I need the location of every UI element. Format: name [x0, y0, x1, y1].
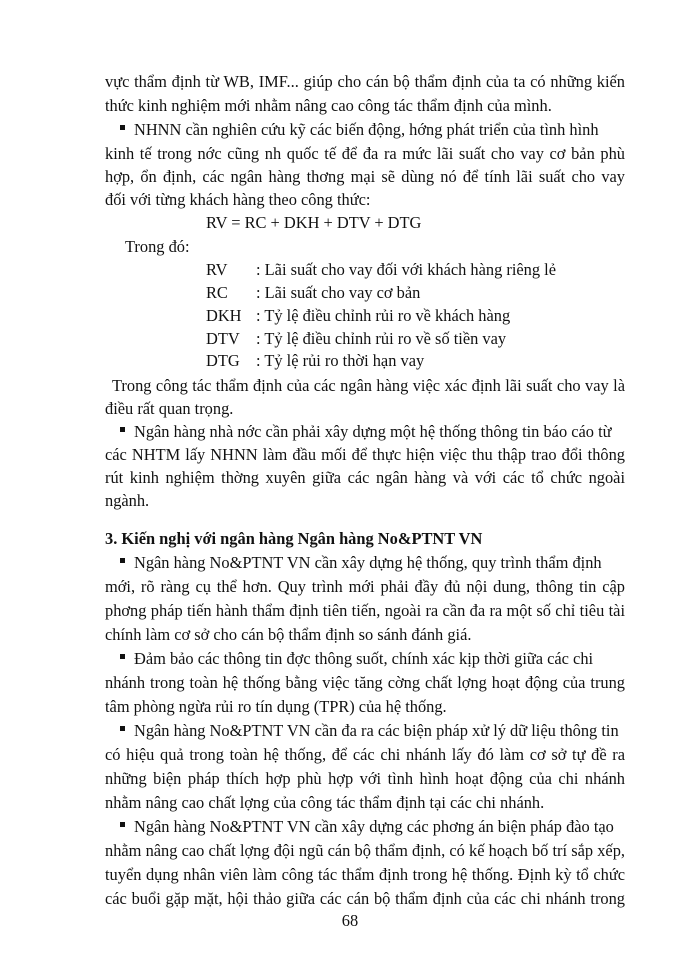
paragraph-first-line: Ngân hàng No&PTNT VN cần xây dựng các phơng án biện pháp đào tạo [120, 816, 625, 838]
paragraph-line: các buổi gặp mặt, hội thảo giữa các cán bộ thẩm định của các chi nhánh trong [105, 889, 625, 908]
definition-item [206, 328, 506, 350]
paragraph-line: kinh tế trong nớc cũng nh quốc tế để đa ra mức lãi suất cho vay cơ bản phù [105, 144, 625, 163]
definition-abbr: DKH [206, 306, 242, 325]
paragraph-line: những biện pháp thích hợp phù hợp với tình hình hoạt động của chi nhánh [105, 769, 625, 788]
paragraph-line: Trong công tác thẩm định của các ngân hàng việc xác định lãi suất cho vay là [112, 376, 625, 395]
where-label: Trong đó: [125, 237, 190, 256]
definition-text: Tỷ lệ điều chỉnh rủi ro về khách hàng [264, 306, 511, 325]
paragraph-line: mới, rõ ràng cụ thể hơn. Quy trình mới phải đầy đủ nội dung, thông tin cập [105, 577, 625, 596]
paragraph-line: đối với từng khách hàng theo công thức: [105, 190, 371, 209]
definition-sep: : [256, 283, 261, 302]
paragraph-first-line: Đảm bảo các thông tin đợc thông suốt, chính xác kịp thời giữa các chi [120, 648, 625, 670]
intro-line: vực thẩm định từ WB, IMF... giúp cho cán bộ thẩm định của ta có những kiến [105, 72, 625, 91]
bullet-icon [120, 654, 125, 659]
definition-text: Lãi suất cho vay cơ bản [264, 283, 421, 302]
definition-text: Tỷ lệ rủi ro thời hạn vay [264, 351, 425, 370]
paragraph-line: rút kinh nghiệm thờng xuyên giữa các ngân hàng và với các tổ chức ngoài [105, 468, 625, 487]
paragraph-first-line: Ngân hàng No&PTNT VN cần xây dựng hệ thống, quy trình thẩm định [120, 552, 625, 574]
definition-sep: : [256, 260, 261, 279]
paragraph-line: phơng pháp tiến hành thẩm định tiên tiến, ngoài ra cần đa ra một số chỉ tiêu tài [105, 601, 625, 620]
definition-sep: : [256, 306, 261, 325]
definition-abbr: DTV [206, 329, 240, 348]
definition-abbr: RV [206, 260, 228, 279]
formula: RV = RC + DKH + DTV + DTG [206, 213, 422, 232]
paragraph-line: chính làm cơ sở cho cán bộ thẩm định so sánh đánh giá. [105, 625, 472, 644]
definition-item [206, 350, 424, 372]
paragraph-line: ngành. [105, 491, 150, 510]
bullet-icon [120, 427, 125, 432]
paragraph-line: nhánh trong toàn hệ thống bằng việc tăng cờng chất lợng hoạt động của trung [105, 673, 625, 692]
paragraph-line: có hiệu quả trong toàn hệ thống, để các chi nhánh lấy đó làm cơ sở tự đề ra [105, 745, 625, 764]
paragraph-line: hợp, ổn định, các ngân hàng thơng mại sẽ dùng nó để tính lãi suất cho vay [105, 167, 625, 186]
paragraph-first-line: Ngân hàng No&PTNT VN cần đa ra các biện pháp xử lý dữ liệu thông tin [120, 720, 625, 742]
paragraph-line: tuyển dụng nhân viên làm công tác thẩm định trong hệ thống. Định kỳ tổ chức [105, 865, 625, 884]
bullet-icon [120, 726, 125, 731]
section-heading: 3. Kiến nghị với ngân hàng Ngân hàng No&PTNT VN [105, 529, 483, 548]
definition-abbr: RC [206, 283, 228, 302]
intro-line: thức kinh nghiệm mới nhằm nâng cao công tác thẩm định của mình. [105, 96, 552, 115]
paragraph-line: điều rất quan trọng. [105, 399, 234, 418]
paragraph-line: nhằm nâng cao chất lợng đội ngũ cán bộ thẩm định, có kế hoạch bố trí sắp xếp, [105, 841, 625, 860]
definition-sep: : [256, 351, 261, 370]
definition-sep: : [256, 329, 261, 348]
definition-item [206, 282, 420, 304]
definition-item [206, 305, 510, 327]
page-number: 68 [341, 911, 359, 930]
paragraph-line: tâm phòng ngừa rủi ro tín dụng (TPR) của hệ thống. [105, 697, 447, 716]
paragraph-line: các NHTM lấy NHNN làm đầu mối để thực hiện việc thu thập trao đổi thông [105, 445, 625, 464]
definition-item [206, 259, 556, 281]
bullet-icon [120, 558, 125, 563]
paragraph-line: nhằm nâng cao chất lợng của công tác thẩm định tại các chi nhánh. [105, 793, 545, 812]
paragraph-first-line: Ngân hàng nhà nớc cần phải xây dựng một hệ thống thông tin báo cáo từ [120, 421, 625, 443]
definition-abbr: DTG [206, 351, 240, 370]
bullet-icon [120, 125, 125, 130]
bullet-icon [120, 822, 125, 827]
paragraph-first-line: NHNN cần nghiên cứu kỹ các biến động, hớng phát triển của tình hình [120, 119, 625, 141]
definition-text: Tỷ lệ điều chỉnh rủi ro về số tiền vay [264, 329, 507, 348]
definition-text: Lãi suất cho vay đối với khách hàng riêng lẻ [264, 260, 556, 279]
